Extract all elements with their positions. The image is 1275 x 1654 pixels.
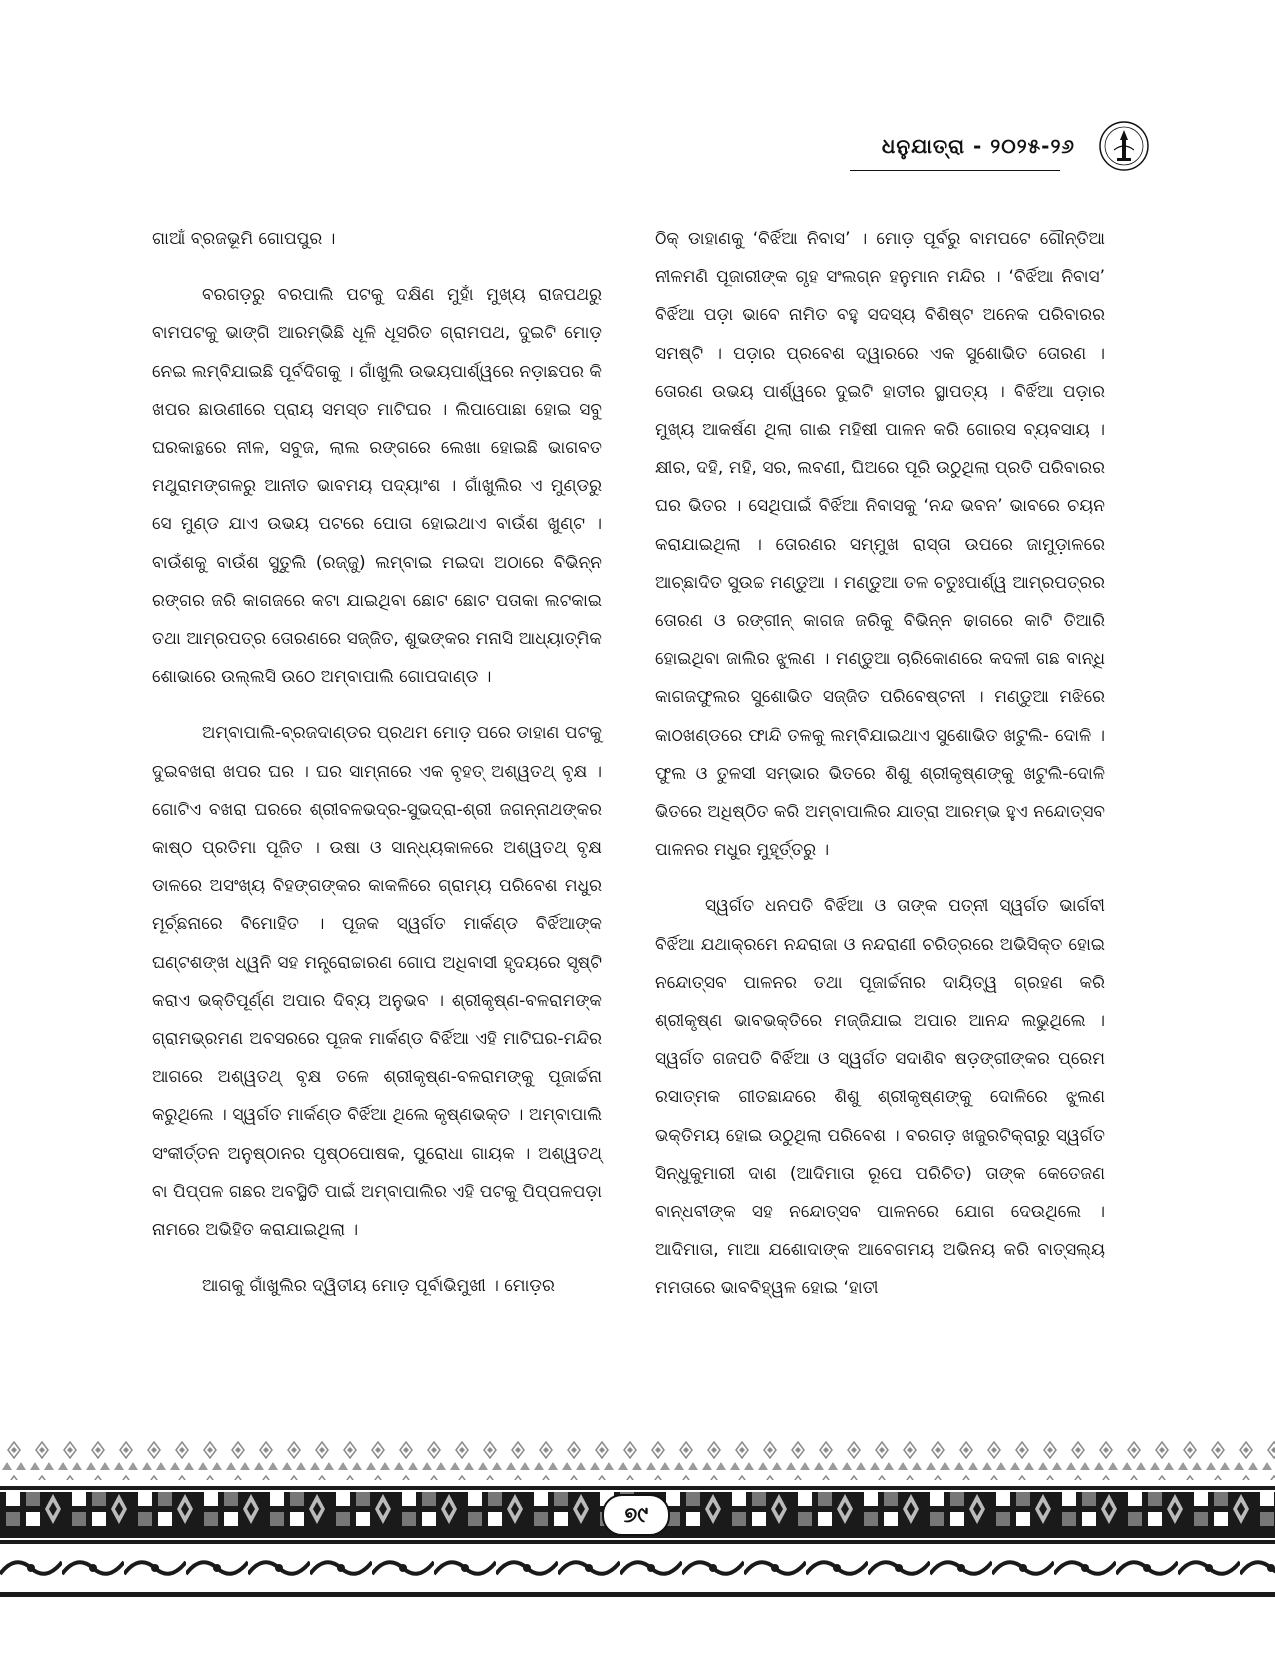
paragraph: ଗାଆଁ ବ୍ରଜଭୂମି ଗୋପପୁର ।	[152, 229, 336, 249]
paragraph: ଠିକ୍ ଡାହାଣକୁ ‘ବିର୍ଝିଆ ନିବାସ’ । ମୋଡ଼ ପୂର୍ବରୁ ବାମପଟେ ଗୌନ୍ତିଆ ନୀଳମଣି ପୂଜାରୀଙ୍କ ଗୃହ ସଂଲଗ୍ନ ହନୁମାନ ମନ୍ଦିର । ‘ବିର୍ଝିଆ ନିବାସ’ ବିର୍ଝିଆ ପଡ଼ା ଭାବେ ନାମିତ ବହୁ ସଦସ୍ୟ ବିଶିଷ୍ଟ ଅନେକ ପରିବାରର ସମଷ୍ଟି । ପଡ଼ାର ପ୍ରବେଶ ଦ୍ୱାରରେ ଏକ ସୁଶୋଭିତ ତୋରଣ । ତୋରଣ ଉଭୟ ପାର୍ଶ୍ୱରେ ଦୁଇଟି ହାତୀର ସ୍ଥାପତ୍ୟ । ବିର୍ଝିଆ ପଡ଼ାର ମୁଖ୍ୟ ଆକର୍ଷଣ ଥିଲା ଗାଈ ମହିଷୀ ପାଳନ କରି ଗୋରସ ବ୍ୟବସାୟ । କ୍ଷୀର, ଦହି, ମହି, ସର, ଲବଣୀ, ଘିଅରେ ପୂରି ଉଠୁଥିଲା ପ୍ରତି ପରିବାରର ଘର ଭିତର । ସେଥିପାଇଁ ବିର୍ଝିଆ ନିବାସକୁ ‘ନନ୍ଦ ଭବନ’ ଭାବରେ ଚୟନ କରାଯାଇଥିଲା । ତୋରଣର ସମ୍ମୁଖ ରାସ୍ତା ଉପରେ ଜାମୁଡ଼ାଳରେ ଆଚ୍ଛାଦିତ ସୁଉଚ୍ଚ ମଣ୍ଡୁଆ । ମଣ୍ଡୁଆ ତଳ ଚତୁଃପାର୍ଶ୍ୱ ଆମ୍ରପତ୍ରର ତୋରଣ ଓ ରଙ୍ଗୀନ୍ କାଗଜ ଜରିକୁ ବିଭିନ୍ନ ଢାଗରେ କାଟି ତିଆରି ହୋଇଥିବା ଜାଲିର ଝୁଲଣ । ମଣ୍ଡୁଆ ଚାରିକୋଣରେ କଦଳୀ ଗଛ ବାନ୍ଧି କାଗଜଫୁଲର ସୁଶୋଭିତ ସଜ୍ଜିତ ପରିବେଷ୍ଟନୀ । ମଣ୍ଡୁଆ ମଝିରେ କାଠଖଣ୍ଡରେ ଫାନ୍ଦି ତଳକୁ ଲମ୍ବିଯାଇଥାଏ ସୁଶୋଭିତ ଖଟୁଲି- ଦୋଳି । ଫୁଲ ଓ ତୁଳସୀ ସମ୍ଭାର ଭିତରେ ଶିଶୁ ଶ୍ରୀକୃଷ୍ଣଙ୍କୁ ଖଟୁଲି-ଦୋଳି ଭିତରେ ଅଧିଷ୍ଠିତ କରି ଅମ୍ବାପାଲିର ଯାତ୍ରା ଆରମ୍ଭ ହୁଏ ନନ୍ଦୋତ୍ସବ ପାଳନର ମଧୁର ମୁହୂର୍ତ୍ତରୁ ।	[655, 229, 1105, 861]
left-column	[152, 220, 602, 1305]
paragraph: ଆଗକୁ ଗାଁଖୁଲିର ଦ୍ୱିତୀୟ ମୋଡ଼ ପୂର୍ବାଭିମୁଖୀ । ମୋଡ଼ର	[202, 1276, 555, 1297]
header-rule	[850, 170, 1060, 171]
seal-logo-icon	[1098, 120, 1150, 172]
running-header	[882, 134, 1075, 158]
footer-border	[0, 1440, 1275, 1650]
paragraph: ବରଗଡ଼ରୁ ବରପାଲି ପଟକୁ ଦକ୍ଷିଣ ମୁହାଁ ମୁଖ୍ୟ ରାଜପଥରୁ ବାମପଟକୁ ଭାଙ୍ଗି ଆରମ୍ଭିଛି ଧୂଳି ଧୂସରିତ ଗ୍ରାମପଥ, ଦୁଇଟି ମୋଡ଼ ନେଇ ଲମ୍ବିଯାଇଛି ପୂର୍ବଦିଗକୁ । ଗାଁଖୁଲି ଉଭୟପାର୍ଶ୍ୱରେ ନଡ଼ାଛପର କି ଖପର ଛାଉଣୀରେ ପ୍ରାୟ ସମସ୍ତ ମାଟିଘର । ଲିପାପୋଛା ହୋଇ ସବୁ ଘରକାନ୍ଥରେ ନୀଳ, ସବୁଜ, ଲାଲ ରଙ୍ଗରେ ଲେଖା ହୋଇଛି ଭାଗବତ ମଥୁରାମଙ୍ଗଳରୁ ଆନୀତ ଭାବମୟ ପଦ୍ୟାଂଶ । ଗାଁଖୁଲିର ଏ ମୁଣ୍ଡରୁ ସେ ମୁଣ୍ଡ ଯାଏ ଉଭୟ ପଟରେ ପୋତା ହୋଇଥାଏ ବାଉଁଶ ଖୁଣ୍ଟ । ବାଉଁଶକୁ ବାଉଁଶ ସୁତୁଲି (ରଜ୍ଜୁ) ଲମ୍ବାଇ ମଇଦା ଅଠାରେ ବିଭିନ୍ନ ରଙ୍ଗର ଜରି କାଗଜରେ କଟା ଯାଇଥିବା ଛୋଟ ଛୋଟ ପତାକା ଲଟକାଇ ତଥା ଆମ୍ରପତ୍ର ତୋରଣରେ ସଜ୍ଜିତ, ଶୁଭଙ୍କର ମନାସି ଆଧ୍ୟାତ୍ମିକ ଶୋଭାରେ ଉଲ୍ଲସି ଉଠେ ଅମ୍ବାପାଲି ଗୋପଦାଣ୍ଡ ।	[152, 285, 602, 688]
page-number: ୭୯	[602, 1494, 670, 1536]
header-title: ଧନୁଯାତ୍ରା - ୨୦୨୫-୨୬	[881, 134, 1075, 158]
ikat-border-pattern-icon	[0, 1440, 1275, 1650]
paragraph: ଅମ୍ବାପାଲି-ବ୍ରଜଦାଣ୍ଡର ପ୍ରଥମ ମୋଡ଼ ପରେ ଡାହାଣ ପଟକୁ ଦୁଇବଖରା ଖପର ଘର । ଘର ସାମ୍ନାରେ ଏକ ବୃହତ୍ ଅଶ୍ୱତଥ୍ ବୃକ୍ଷ । ଗୋଟିଏ ବଖରା ଘରରେ ଶ୍ରୀବଳଭଦ୍ର-ସୁଭଦ୍ରା-ଶ୍ରୀ ଜଗନ୍ନାଥଙ୍କର କାଷ୍ଠ ପ୍ରତିମା ପୂଜିତ । ଉଷା ଓ ସାନ୍ଧ୍ୟକାଳରେ ଅଶ୍ୱତଥ୍ ବୃକ୍ଷ ଡାଳରେ ଅସଂଖ୍ୟ ବିହଙ୍ଗଙ୍କର କାକଳିରେ ଗ୍ରାମ୍ୟ ପରିବେଶ ମଧୁର ମୂର୍ଚ୍ଛନାରେ ବିମୋହିତ । ପୂଜକ ସ୍ୱର୍ଗତ ମାର୍କଣ୍ଡ ବିର୍ଝିଆଙ୍କ ଘଣ୍ଟଶଙ୍ଖ ଧ୍ୱନି ସହ ମନ୍ତ୍ରୋଚ୍ଚାରଣ ଗୋପ ଅଧିବାସୀ ହୃଦୟରେ ସୃଷ୍ଟି କରାଏ ଭକ୍ତିପୂର୍ଣ୍ଣ ଅପାର ଦିବ୍ୟ ଅନୁଭବ । ଶ୍ରୀକୃଷ୍ଣ-ବଳରାମଙ୍କ ଗ୍ରାମଭ୍ରମଣ ଅବସରରେ ପୂଜକ ମାର୍କଣ୍ଡ ବିର୍ଝିଆ ଏହି ମାଟିଘର-ମନ୍ଦିର ଆଗରେ ଅଶ୍ୱତଥ୍ ବୃକ୍ଷ ତଳେ ଶ୍ରୀକୃଷ୍ଣ-ବଳରାମଙ୍କୁ ପୂଜାର୍ଚ୍ଚନା କରୁଥିଲେ । ସ୍ୱର୍ଗତ ମାର୍କଣ୍ଡ ବିର୍ଝିଆ ଥିଲେ କୃଷ୍ଣଭକ୍ତ । ଅମ୍ବାପାଲି ସଂକୀର୍ତ୍ତନ ଅନୁଷ୍ଠାନର ପୃଷ୍ଠପୋଷକ, ପୁରୋଧା ଗାୟକ । ଅଶ୍ୱତଥ୍ ବା ପିପ୍ପଳ ଗଛର ଅବସ୍ଥିତି ପାଇଁ ଅମ୍ବାପାଲିର ଏହି ପଟକୁ ପିପ୍ପଳପଡ଼ା ନାମରେ ଅଭିହିତ କରାଯାଇଥିଲା ।	[152, 723, 602, 1241]
right-column	[655, 220, 1105, 1308]
paragraph: ସ୍ୱର୍ଗତ ଧନପତି ବିର୍ଝିଆ ଓ ତାଙ୍କ ପତ୍ନୀ ସ୍ୱର୍ଗତ ଭାର୍ଗବୀ ବିର୍ଝିଆ ଯଥାକ୍ରମେ ନନ୍ଦରାଜା ଓ ନନ୍ଦରାଣୀ ଚରିତ୍ରରେ ଅଭିସିକ୍ତ ହୋଇ ନନ୍ଦୋତ୍ସବ ପାଳନର ତଥା ପୂଜାର୍ଚ୍ଚନାର ଦାୟିତ୍ୱ ଗ୍ରହଣ କରି ଶ୍ରୀକୃଷ୍ଣ ଭାବଭକ୍ତିରେ ମଜ୍ଜିଯାଇ ଅପାର ଆନନ୍ଦ ଲଭୁଥିଲେ । ସ୍ୱର୍ଗତ ଗଜପତି ବିର୍ଝିଆ ଓ ସ୍ୱର୍ଗତ ସଦାଶିବ ଷଡ଼ଙ୍ଗୀଙ୍କର ପ୍ରେମ ରସାତ୍ମକ ଗୀତଛାନ୍ଦରେ ଶିଶୁ ଶ୍ରୀକୃଷ୍ଣଙ୍କୁ ଦୋଳିରେ ଝୁଲଣ ଭକ୍ତିମୟ ହୋଇ ଉଠୁଥିଲା ପରିବେଶ । ବରଗଡ଼ ଖଜୁରଟିକ୍ରାରୁ ସ୍ୱର୍ଗତ ସିନ୍ଧୁକୁମାରୀ ଦାଶ (ଆଦିମାତା ରୂପେ ପରିଚିତ) ତାଙ୍କ କେତେଜଣ ବାନ୍ଧବୀଙ୍କ ସହ ନନ୍ଦୋତ୍ସବ ପାଳନରେ ଯୋଗ ଦେଉଥିଲେ । ଆଦିମାତା, ମାଆ ଯଶୋଦାଙ୍କ ଆବେଗମୟ ଅଭିନୟ କରି ବାତ୍ସଲ୍ୟ ମମତାରେ ଭାବବିହ୍ୱଳ ହୋଇ ‘ହାତୀ	[655, 896, 1105, 1299]
